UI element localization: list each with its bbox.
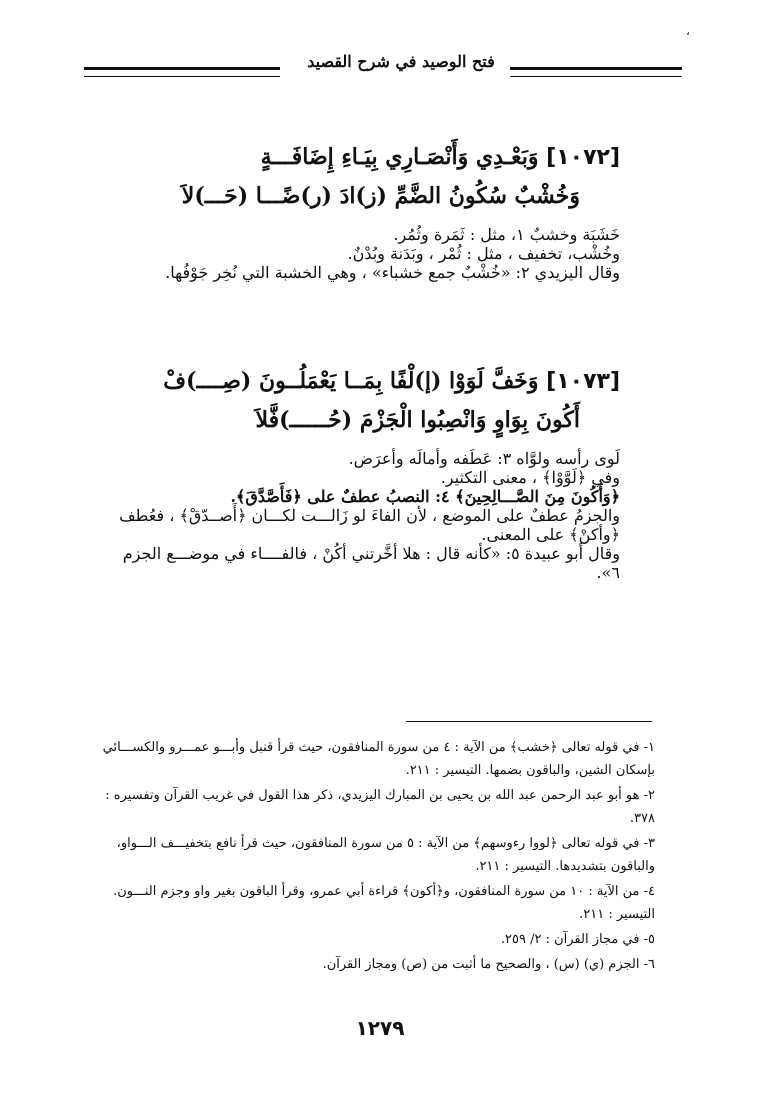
verse-block-1073 — [100, 362, 620, 582]
header-rule-left — [84, 67, 280, 77]
running-header — [78, 50, 688, 84]
verse-1072-line-2: وَخُشْبٌ سُكُونُ الضَّمِّ (ز)ادَ (ر)ضًـــا (حَـــ)لاَ — [181, 183, 580, 209]
commentary-line: لَوى رأسه ولوَّاه ٣: عَطَفه وأمالَه وأعرَض. — [348, 449, 620, 468]
verse-1073-line-2: أَكُونَ بِوَاوٍ وَانْصِبُوا الْجَزْمَ (حُــــــ)فَّلاَ — [255, 407, 580, 433]
commentary-line: وخُشْب، تخفيف ، مثل : ثُمْر ، وبَدَنة وبُدْنٌ. — [347, 244, 620, 263]
commentary-line: وفي ﴿لَوَّوْا﴾ ، معنى التكثير. — [440, 468, 620, 487]
commentary-line: وقال اليزيدي ٢: «خُشْبٌ جمع خشباء» ، وهي الخشبة التي نُخِر جَوْفُها. — [165, 263, 620, 282]
verse-number: [١٠٧٣] — [546, 369, 620, 394]
footnote: ٦- الجزم (ي) (س) ، والصحيح ما أثبت من (ص) ومجاز القرآن. — [322, 957, 655, 972]
footnotes-separator — [406, 721, 652, 722]
verse-text: وَبَعْـدِي وَأَنْصَـارِي بِيَـاءِ إِضَافَـــةٍ — [260, 144, 539, 170]
corner-mark: ، — [686, 24, 690, 38]
verse-text: وَخَفَّ لَوَوْا (إ)لْفًا بِمَــا يَعْمَلُــونَ (صِــــ)فْ — [163, 368, 539, 394]
footnote: ٥- في مجاز القرآن : ٢/ ٢٥٩. — [500, 932, 655, 947]
footnote: ٣- في قوله تعالى ﴿لووا رءوسهم﴾ من الآية : ٥ من سورة المنافقون، حيث قرأ نافع بتخفيـــف الـــواو، والباقون بتشديدها. التيسير : ٢١١. — [116, 836, 655, 874]
footnote: ٤- من الآية : ١٠ من سورة المنافقون، و﴿أكون﴾ قراءة أبي عمرو، وقرأ الباقون بغير واو وجزم النـــون. التيسير : ٢١١. — [113, 884, 655, 922]
footnotes — [95, 736, 655, 978]
commentary-line: وقال أبو عبيدة ٥: «كأنه قال : هلا أخَّرتني أكُنْ ، فالفــــاء في موضـــع الجزم ٦». — [122, 544, 620, 582]
verse-number: [١٠٧٢] — [546, 145, 620, 170]
verse-block-1072 — [100, 138, 620, 282]
commentary-line: والجزمُ عطفٌ على الموضع ، لأن الفاءَ لو زَالـــت لكـــان ﴿أَصــدّقْ﴾ ، فعُطف ﴿وأكنْ﴾ على المعنى. — [119, 506, 620, 544]
commentary-line: خَشَبَة وخشبٌ ١، مثل : ثَمَرة وثُمُر. — [393, 225, 620, 244]
footnote: ١- في قوله تعالى ﴿خشب﴾ من الآية : ٤ من سورة المنافقون، حيث قرأ قنبل وأبـــو عمـــرو والكســـائي بإسكان الشين، والباقون بضمها. التيسير : ٢١١. — [102, 740, 655, 778]
footnote: ٢- هو أبو عبد الرحمن عبد الله بن يحيى بن المبارك اليزيدي، ذكر هذا القول في غريب القرآن وتفسيره : ٣٧٨. — [105, 788, 655, 826]
page-number: ١٢٧٩ — [355, 1016, 405, 1040]
verse-1072-line-1 — [100, 138, 620, 177]
commentary-line: ﴿وَأَكُونَ مِنَ الصَّـــالِحِينَ﴾ ٤: النصبُ عطفٌ على ﴿فَأَصَّدَّقَ﴾. — [230, 487, 620, 506]
verse-1073-line-1 — [100, 362, 620, 401]
header-rule-right — [510, 67, 682, 77]
book-title: فتح الوصيد في شرح القصيد — [307, 52, 495, 71]
